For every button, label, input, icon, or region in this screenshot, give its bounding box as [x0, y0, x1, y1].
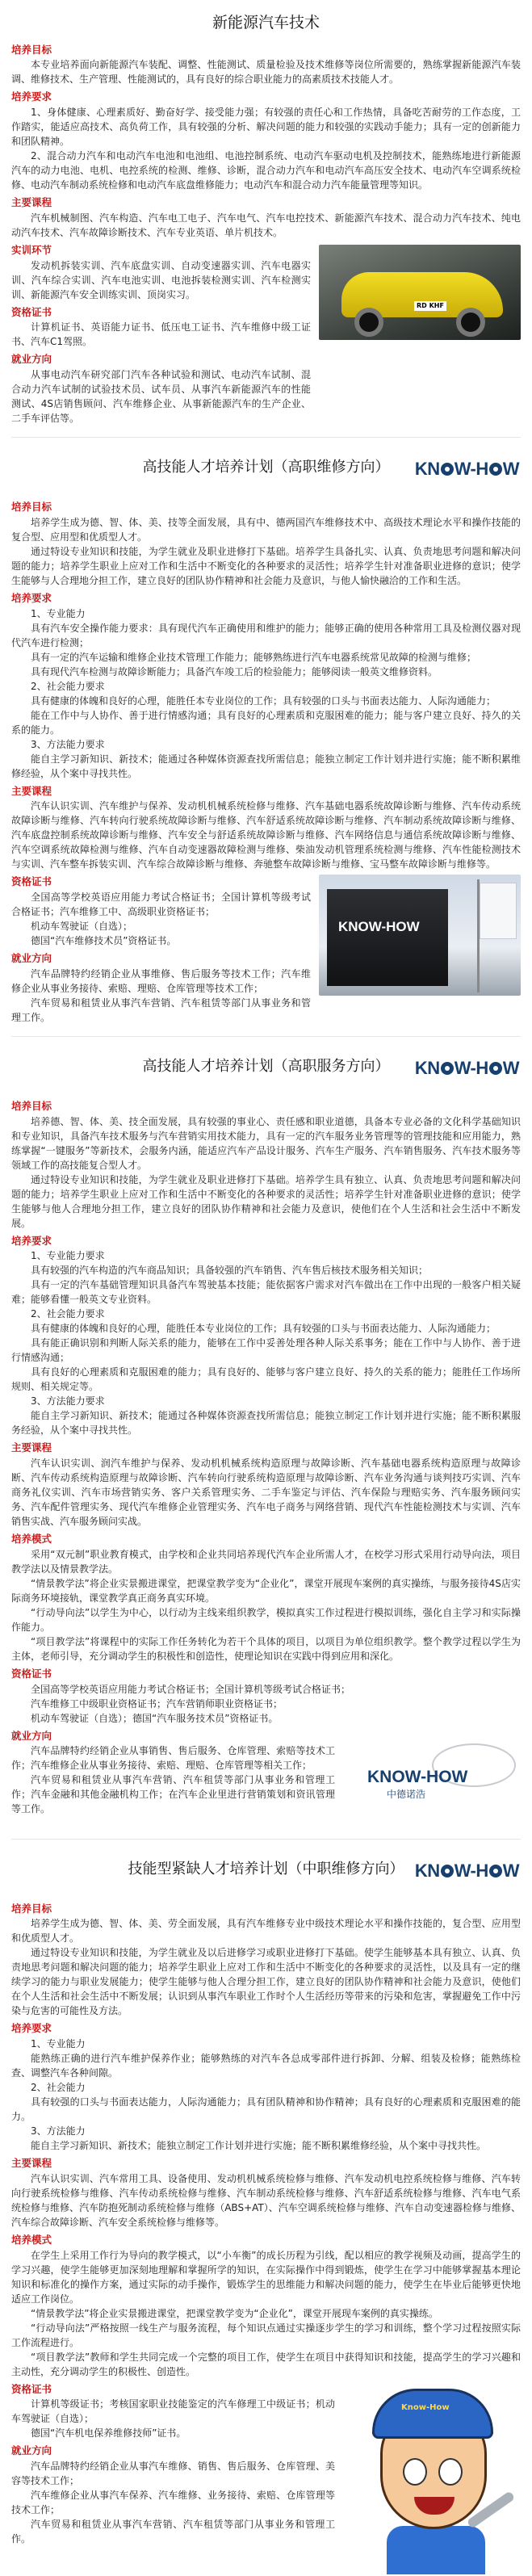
- goal-text-1: 培养学生成为德、智、体、美、技等全面发展，具有中、德两国汽车维修技术中、高级技术理论水平和操作技能的复合型、应用型和优质型人才。: [11, 516, 521, 543]
- section-banner: [11, 437, 521, 497]
- req-method: 3、方法能力要求: [31, 1395, 105, 1408]
- req-method-a: 能自主学习新知识、新技术；能通过各种媒体资源查找所需信息；能独立制定工作计划并进行实施；能不断积累维修经验，从个案中寻找共性。: [11, 753, 521, 779]
- section-higher-repair: [11, 437, 521, 1025]
- mode-text-4: “项目教学法”将课程中的实际工作任务转化为若干个具体的项目，以项目为单位组织教学。整个教学过程以学生为主体，老师引导，充分调动学生的积极性和创造性，使理论知识在实践中得到应用和深化。: [11, 1635, 521, 1662]
- req-professional-a: 能熟练正确的进行汽车维护保养作业；能够熟练的对汽车各总成零部件进行拆卸、分解、组装及检修；能熟练检查、调整汽车各种间隙。: [11, 2053, 521, 2079]
- cert-text-3: 机动车驾驶证（自选）；德国“汽车服务技术员”资格证书。: [31, 1712, 279, 1724]
- courses-text: 汽车机械制图、汽车构造、汽车电工电子、汽车电气、汽车电控技术、新能源汽车技术、混合动力汽车技术、纯电动汽车技术、汽车故障诊断技术、汽车专业英语、单片机技术。: [11, 212, 521, 238]
- req-method: 3、方法能力要求: [31, 738, 105, 750]
- training-row: [11, 240, 521, 426]
- courses-text: 汽车认识实训、汽车维护与保养、发动机机械系统检修与维修、汽车基础电器系统故障诊断与维修、汽车传动系统故障诊断与维修、汽车转向行驶系统故障诊断与维修、汽车舒适系统故障诊断与维修、汽车制动系统故障诊断与维修、汽车底盘控制系统故障诊断与维修、汽车安全与舒适系统故障诊断与维修、汽车网络信息与通信系统故障诊断与维修、汽车空调系统故障检测与维修、汽车自动变速器故障检测与维修、柴油发动机管理系统检测与维修、汽车性能检测技术与实训、汽车整车拆装实训、汽车综合故障诊断与维修、奔驰整车故障诊断与维修、宝马整车故障诊断与维修等。: [11, 800, 521, 871]
- cap-text: Know-How: [401, 2402, 450, 2412]
- courses-text: 汽车认识实训、润汽车维护与保养、发动机机械系统构造原理与故障诊断、汽车基础电器系统构造原理与故障诊断、汽车传动系统构造原理与故障诊断、汽车转向行驶系统构造原理与故障诊断、汽车业务沟通与谈判技巧实训、汽车商务礼仪实训、汽车市场营销实务、客户关系管理实务、二手车鉴定与评估、汽车保险与理赔实务、汽车服务顾问实务、汽车配件管理实务、现代汽车维修企业管理实务、汽车电子商务与网络营销、现代汽车性能检测技术与实训、汽车销售实战、汽车服务顾问实战。: [11, 1458, 521, 1527]
- req-social-b: 能在工作中与人协作、善于进行情感沟通；具有良好的心理素质和克服困难的能力；能与客户建立良好、持久的关系的能力。: [11, 709, 521, 736]
- employment-text: 从事电动汽车研究部门汽车各种试验和测试、电动汽车试制、混合动力汽车试制的试验技术员、试车员、从事汽车新能源汽车的性能测试、4S店销售顾问、汽车维修企业、从事新能源汽车的生产企业、二手车评估等。: [11, 369, 311, 424]
- section-title: 高技能人才培养计划（高职维修方向）: [142, 459, 390, 476]
- req-professional-a: 具有较强的汽车构造的汽车商品知识；具备较强的汽车销售、汽车售后核技术服务相关知识；: [31, 1265, 429, 1277]
- heading-requirements: 培养要求: [11, 2022, 52, 2035]
- heading-courses: 主要课程: [11, 1441, 52, 1454]
- heading-certificates: 资格证书: [11, 875, 52, 888]
- employment-text-1: 汽车品牌特约经销企业从事汽车维修、销售、售后服务、仓库管理、美容等技术工作；: [11, 2461, 335, 2486]
- section-secondary-repair: [11, 1839, 521, 2576]
- req-text-1: 1、身体健康、心理素质好、勤奋好学、接受能力强；有较强的责任心和工作热情，具备吃苦耐劳的工作态度，工作踏实，能适应高技术、高负荷工作，具有较强的分析、解决问题的能力和较强的实践动手能力；具有一定的创新能力和团队精神。: [11, 107, 521, 147]
- employment-text-1: 汽车品牌特约经销企业从事维修、售后服务等技术工作；汽车维修企业从事业务接待、索赔、理赔、仓库管理等技术工作；: [11, 967, 311, 994]
- training-text: 发动机拆装实训、汽车底盘实训、自动变速器实训、汽车电器实训、汽车综合实训、汽车电池实训、电池拆装检测实训、汽车检测实训、新能源汽车安全训练实训、顶岗实习。: [11, 259, 311, 300]
- req-professional-c: 具有现代汽车检测与故障诊断能力；具备汽车竣工后的检验能力；能够阅读一般英文维修资料。: [31, 665, 438, 678]
- section-title: 技能型紧缺人才培养计划（中职维修方向）: [128, 1860, 404, 1877]
- section-banner: [11, 1036, 521, 1096]
- cert-text-2: 德国“汽车机电保养维修技师”证书。: [31, 2427, 186, 2440]
- heading-goal: 培养目标: [11, 501, 52, 513]
- goal-text: 本专业培养面向新能源汽车装配、调整、性能测试、质量检验及技术维修等岗位所需要的，熟练掌握新能源汽车装调、维修技术、生产管理、性能测试的，具有良好的综合职业能力的高素质技术技能人才。: [11, 59, 521, 86]
- section-new-energy: [11, 0, 521, 426]
- goal-text-1: 培养学生成为德、智、体、美、劳全面发展，具有汽车维修专业中级技术理论水平和操作技能的，复合型、应用型和优质型人才。: [11, 1918, 521, 1945]
- section-higher-service: [11, 1036, 521, 1827]
- heading-goal: 培养目标: [11, 43, 52, 56]
- building-sign: KNOW-HOW: [338, 919, 420, 935]
- req-professional: 1、专业能力: [31, 2038, 86, 2049]
- heading-employment: 就业方向: [11, 353, 52, 366]
- cert-row: [11, 2379, 521, 2576]
- heading-goal: 培养目标: [11, 1099, 52, 1112]
- logo-cn-text: 中德诺浩: [387, 1788, 426, 1800]
- section-banner: [11, 1839, 521, 1898]
- cert-text-1: 全国高等学校英语应用能力考试合格证书；全国计算机等级考试合格证书；汽车维修工中、高级职业资格证书；: [11, 892, 311, 917]
- cert-row: [11, 871, 521, 1025]
- mode-text-1: 采用“双元制”职业教育模式，由学校和企业共同培养现代汽车企业所需人才，在校学习形式采用行动导向法，项目教学法以及情景教学法。: [11, 1548, 521, 1575]
- mode-text-3: “行动导向法”严格按照一线生产与服务流程，每个知识点通过实操逐步学生的学习和训练，整个学习过程按照实际工作流程进行。: [11, 2322, 521, 2348]
- mode-text-1: 在学生上采用工作行为导向的教学模式，以“小车衡”的成长历程为引线，配以相应的教学视频及动画，提高学生的学习兴趣，使学生能够更加深刻地理解和掌握所学的知识，在实际操作中得到锻炼，使学生在学习中能够掌握基本理论知识和标准化的操作方案，通过实际的动手操作，锻炼学生的思维能力和解决问题的能力，使学生在毕业后能够更快地适应工作岗位。: [11, 2249, 521, 2305]
- cert-text-2: 机动车驾驶证（自选）；: [31, 921, 133, 932]
- req-professional: 1、专业能力: [31, 607, 86, 619]
- heading-employment: 就业方向: [11, 952, 52, 964]
- heading-employment: 就业方向: [11, 2444, 52, 2457]
- req-professional-b: 具有一定的汽车运输和维修企业技术管理工作能力；能够熟练进行汽车电器系统常见故障的检测与维修；: [31, 651, 477, 663]
- heading-training: 实训环节: [11, 243, 52, 256]
- req-social-a: 具有较强的口头与书面表达能力，人际沟通能力；具有团队精神和协作精神；具有良好的心理素质和克服困难的能力。: [11, 2096, 521, 2122]
- knowhow-building-photo: [319, 875, 521, 996]
- courses-text: 汽车认识实训、汽车常用工具、设备使用、发动机机械系统检修与维修、汽车发动机电控系统检修与维修、汽车转向行驶系统检修与维修、汽车传动系统检修与维修、汽车制动系统检修与维修、汽车舒适系统检修与维修、汽车电气系统检修与维修、汽车防抱死制动系统检修与维修（ABS+AT）、汽车空调系统检修与维修、汽车自动变速器检修与维修、汽车综合故障诊断、汽车安全系统检修与维修等。: [11, 2172, 521, 2228]
- section-title: 高技能人才培养计划（高职服务方向）: [142, 1057, 390, 1075]
- heading-goal: 培养目标: [11, 1902, 52, 1915]
- cert-text-3: 德国“汽车维修技术员”资格证书。: [31, 935, 177, 946]
- heading-certificates: 资格证书: [11, 2382, 52, 2395]
- goal-text-2: 通过特设专业知识和技能，为学生就业及职业进修打下基础。培养学生具有独立、认真、负责地思考问题和解决问题的能力；培养学生职业上应对工作和生活中不断变化的各种要求的灵活性；培养学生针对准备职业进修的意识；使学生能够与他人合理地分担工作，建立良好的团队协作精神和社会能力及意识，使他们在个人生活和社会生活中不断发展。: [11, 1173, 521, 1229]
- mode-text-2: “情景教学法”将企业实景搬进课堂，把课堂教学变为“企业化”，课堂开展现车案例的真实操练。: [31, 2307, 438, 2319]
- mode-text-3: “行动导向法”以学生为中心，以行动为主线来组织教学，模拟真实工作过程进行模拟训练，强化自主学习和实际操作能力。: [11, 1606, 521, 1633]
- goal-text-1: 培养德、智、体、美、技全面发展，具有较强的事业心、责任感和职业道德，具备本专业必备的文化科学基础知识和专业知识，具备汽车技术服务与汽车营销实用技术能力，具有一定的汽车服务业务管理等的管理技能和应用能力，熟练掌握“一键服务”等新技术，会服务内涵，能适应汽车产品设计服务、汽车生产服务、汽车销售服务、汽车技术服务等领域工作的高技能复合型人才。: [11, 1115, 521, 1171]
- mode-text-2: “情景教学法”将企业实景搬进课堂，把课堂教学变为“企业化”，课堂开展现车案例的真实操练，与服务接待4S店实际商务环境接轨，课堂教学真正商务真实环境。: [11, 1577, 521, 1604]
- employment-text-2: 汽车贸易和租赁业从事汽车营销、汽车租赁等部门从事业务和管理工作；汽车金融和其他金融机构工作；在汽车企业里进行营销策划和资讯管理等工作。: [11, 1774, 335, 1815]
- heading-certificates: 资格证书: [11, 1667, 52, 1680]
- req-professional: 1、专业能力要求: [31, 1250, 105, 1262]
- heading-requirements: 培养要求: [11, 90, 52, 103]
- goal-text-2: 通过特设专业知识和技能，为学生就业及职业进修打下基础。培养学生具备扎实、认真、负责地思考问题和解决问题的能力；培养学生职业上应对工作和生活中不断变化的各种要求的灵活性；培养学生针对准备职业进修的意识；使学生能够与人合理地分担工作，建立良好的团队协作精神和社会能力及意识，与他人愉快融洽的工作和生活。: [11, 545, 521, 586]
- employment-text-1: 汽车品牌特约经销企业从事销售、售后服务、仓库管理、索赔等技术工作；汽车维修企业从事业务接待、索赔、理赔、仓库管理等相关工作；: [11, 1745, 335, 1772]
- req-social-c: 具有良好的心理素质和克服困难的能力；具有良好的、能够与客户建立良好、持久的关系的能力；能胜任工作场所规则、相关规定等。: [11, 1366, 521, 1393]
- cert-text-1: 全国高等学校英语应用能力考试合格证书；全国计算机等级考试合格证书；: [31, 1683, 351, 1695]
- goal-text-2: 通过特设专业知识和技能，为学生就业及以后进修学习或职业进修打下基础。使学生能够基本具有独立、认真、负责地思考问题和解决问题的能力；培养学生职业上应对工作和生活中不断变化的各种要求的灵活性，以及具有一定的继续学习的能力与职业发展能力；使学生能够与他人合理分担工作，建立良好的团队协作精神和社会能力及意识，使他们在个人生活和社会生活中不断发展；认识到从事汽车职业工作时个人生活经历等带来的污染和危害，掌握避免工作中污染与危害的可能性及方法。: [11, 1947, 521, 2017]
- mechanic-mascot-illustration: [343, 2384, 521, 2576]
- heading-requirements: 培养要求: [11, 591, 52, 604]
- car-plate: RD KHF: [414, 301, 446, 311]
- heading-courses: 主要课程: [11, 2157, 52, 2169]
- heading-courses: 主要课程: [11, 196, 52, 208]
- heading-mode: 培养模式: [11, 2233, 52, 2246]
- mode-text-4: “项目教学法”教师和学生共同完成一个完整的项目工作，使学生在项目中获得知识和技能，提高学生的学习兴趣和主动性，充分调动学生的积极性、创造性。: [11, 2351, 521, 2377]
- req-method-a: 能自主学习新知识、新技术；能通过各种媒体资源查找所需信息；能独立制定工作计划并进行实施；能不断积累服务经验，从个案中寻找共性。: [11, 1410, 521, 1437]
- electric-car-photo: [319, 245, 521, 340]
- heading-employment: 就业方向: [11, 1729, 52, 1742]
- employment-text-2: 汽车维修企业从事汽车保养、汽车维修、业务接待、索赔、仓库管理等技术工作；: [11, 2490, 335, 2515]
- req-professional-b: 具有一定的汽车基础管理知识具备汽车驾驶基本技能；能依据客户需求对汽车做出在工作中出现的一般客户相关疑难；能够看懂一般英文专业资料。: [11, 1279, 521, 1306]
- req-social: 2、社会能力要求: [31, 680, 105, 692]
- heading-courses: 主要课程: [11, 784, 52, 797]
- req-method: 3、方法能力: [31, 2125, 86, 2137]
- heading-certificates: 资格证书: [11, 305, 52, 318]
- employment-text-3: 汽车贸易和租赁业从事汽车营销、汽车租赁等部门从事业务和管理工作。: [11, 2519, 335, 2545]
- knowhow-car-logo: [343, 1732, 521, 1827]
- cert-text-2: 汽车维修工中级职业资格证书；汽车营销师职业资格证书；: [31, 1697, 283, 1710]
- req-social-b: 具有能正确识别和判断人际关系的能力，能够在工作中妥善处理各种人际关系事务；能在工作中与人协作、善于进行情感沟通；: [11, 1337, 521, 1364]
- knowhow-logo: KN W-H W: [414, 1860, 519, 1881]
- certificates-text: 计算机证书、英语能力证书、低压电工证书、汽车维修中级工证书、汽车C1驾照。: [11, 321, 311, 348]
- section-title: 新能源汽车技术: [212, 14, 320, 31]
- req-professional-a: 具有汽车安全操作能力要求：具有现代汽车正确使用和维护的能力；能够正确的使用各种常用工具及检测仪器对现代汽车进行检测；: [11, 622, 521, 648]
- req-social-a: 具有健康的体魄和良好的心理，能胜任本专业岗位的工作；具有较强的口头与书面表达能力、人际沟通能力；: [31, 694, 496, 707]
- logo-text: KNOW-HOW: [367, 1767, 468, 1786]
- req-social-a: 具有健康的体魄和良好的心理，能胜任本专业岗位的工作；具有较强的口头与书面表达能力、人际沟通能力；: [31, 1323, 496, 1335]
- req-text-2: 2、混合动力汽车和电动汽车电池和电池组、电池控制系统、电动汽车驱动电机及控制技术，能熟练地进行新能源汽车的动力电池、电机、电控系统的检测、维修、诊断，混合动力汽车和电动汽车高压安全技术、电动汽车空调系统检修、电动汽车制动系统检修和电动汽车底盘维修能力；电动汽车和混合动力汽车能量管理等知识。: [11, 150, 521, 191]
- flag-icon: [480, 883, 517, 939]
- knowhow-logo: KN W-H W: [414, 459, 519, 479]
- req-social: 2、社会能力要求: [31, 1308, 105, 1320]
- knowhow-logo: KN W-H W: [414, 1057, 519, 1078]
- heading-requirements: 培养要求: [11, 1234, 52, 1247]
- heading-mode: 培养模式: [11, 1533, 52, 1545]
- cert-text-1: 计算机等级证书；考核国家职业技能鉴定的汽车修理工中级证书；机动车驾驶证（自选）；: [11, 2398, 335, 2425]
- req-social: 2、社会能力: [31, 2082, 86, 2093]
- req-method-a: 能自主学习新知识、新技术；能独立制定工作计划并进行实施；能不断积累维修经验，从个案中寻找共性。: [31, 2140, 487, 2151]
- employment-row: [11, 1726, 521, 1827]
- employment-text-2: 汽车贸易和租赁业从事汽车营销、汽车租赁等部门从事业务和管理工作。: [11, 996, 311, 1023]
